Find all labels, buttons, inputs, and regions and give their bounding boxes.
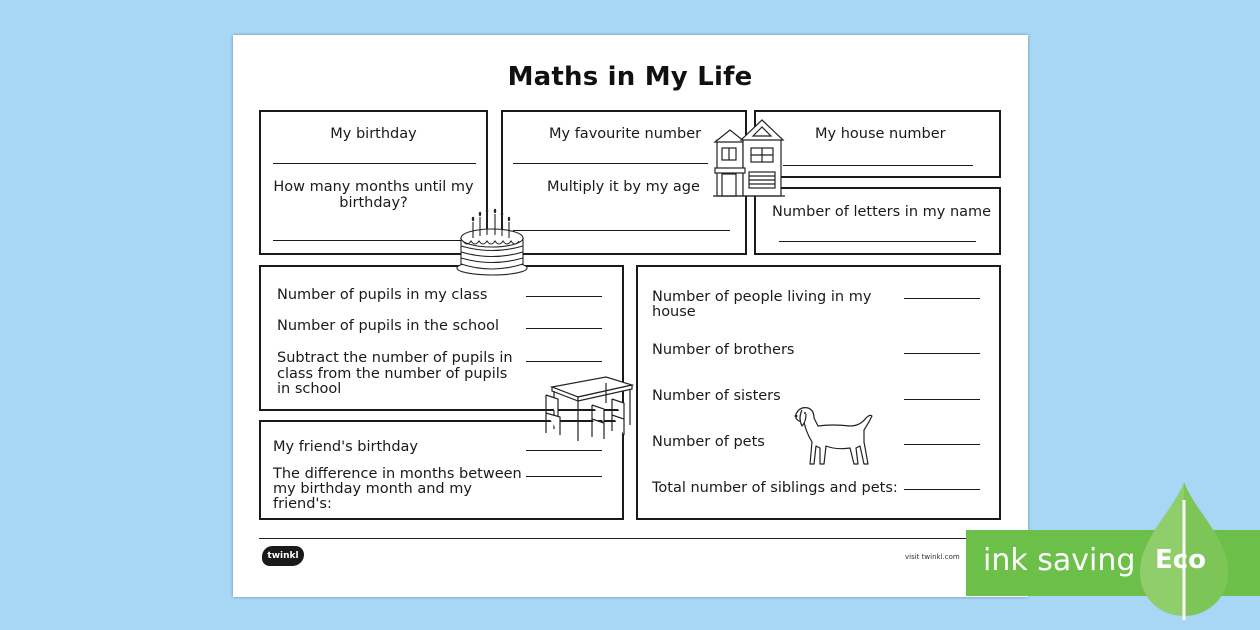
people-in-house-label-line1: Number of people living in my [652, 289, 872, 305]
table-chairs-icon [544, 373, 634, 443]
month-difference-label-line2: my birthday month and my [273, 481, 472, 497]
footer-rule [259, 538, 1001, 539]
birthday-label: My birthday [330, 126, 417, 142]
sisters-answer-line[interactable] [904, 399, 980, 400]
twinkl-logo: twinkl [262, 546, 304, 566]
pupils-in-school-label: Number of pupils in the school [277, 318, 499, 334]
dog-icon [792, 404, 874, 470]
pets-answer-line[interactable] [904, 444, 980, 445]
pupils-in-class-answer-line[interactable] [526, 296, 602, 297]
month-difference-label-line3: friend's: [273, 496, 332, 512]
people-in-house-label-line2: house [652, 304, 696, 320]
siblings-and-pets-answer-line[interactable] [904, 489, 980, 490]
pupils-in-school-answer-line[interactable] [526, 328, 602, 329]
birthday-cake-icon [455, 208, 529, 278]
pets-label: Number of pets [652, 434, 765, 450]
ink-saving-text: ink saving [983, 543, 1136, 578]
subtract-pupils-answer-line[interactable] [526, 361, 602, 362]
pupils-in-class-label: Number of pupils in my class [277, 287, 488, 303]
siblings-and-pets-label: Total number of siblings and pets: [652, 480, 898, 496]
subtract-pupils-label-line2: class from the number of pupils [277, 366, 508, 382]
multiply-by-age-question: Multiply it by my age [547, 179, 700, 195]
friend-birthday-label: My friend's birthday [273, 439, 418, 455]
month-difference-label-line1: The difference in months between [273, 466, 522, 482]
visit-twinkl-text: visit twinkl.com [905, 553, 960, 561]
people-in-house-answer-line[interactable] [904, 298, 980, 299]
letters-in-name-label: Number of letters in my name [772, 204, 992, 220]
months-until-birthday-answer-line[interactable] [273, 240, 476, 241]
house-number-answer-line[interactable] [783, 165, 973, 166]
house-icon [713, 118, 785, 200]
house-number-label: My house number [815, 126, 946, 142]
subtract-pupils-label-line3: in school [277, 381, 342, 397]
sisters-label: Number of sisters [652, 388, 781, 404]
brothers-answer-line[interactable] [904, 353, 980, 354]
favourite-number-answer-line[interactable] [513, 163, 708, 164]
letters-in-name-box [754, 187, 1001, 255]
brothers-label: Number of brothers [652, 342, 795, 358]
eco-label: Eco [1155, 545, 1207, 575]
multiply-by-age-answer-line[interactable] [513, 230, 730, 231]
letters-in-name-answer-line[interactable] [779, 241, 976, 242]
month-difference-answer-line[interactable] [526, 476, 602, 477]
worksheet-title: Maths in My Life [507, 62, 753, 92]
house-number-box [754, 110, 1001, 178]
birthday-answer-line[interactable] [273, 163, 476, 164]
months-until-birthday-question: How many months until my birthday? [273, 179, 474, 211]
favourite-number-label: My favourite number [549, 126, 702, 142]
friend-birthday-answer-line[interactable] [526, 450, 602, 451]
subtract-pupils-label-line1: Subtract the number of pupils in [277, 350, 513, 366]
